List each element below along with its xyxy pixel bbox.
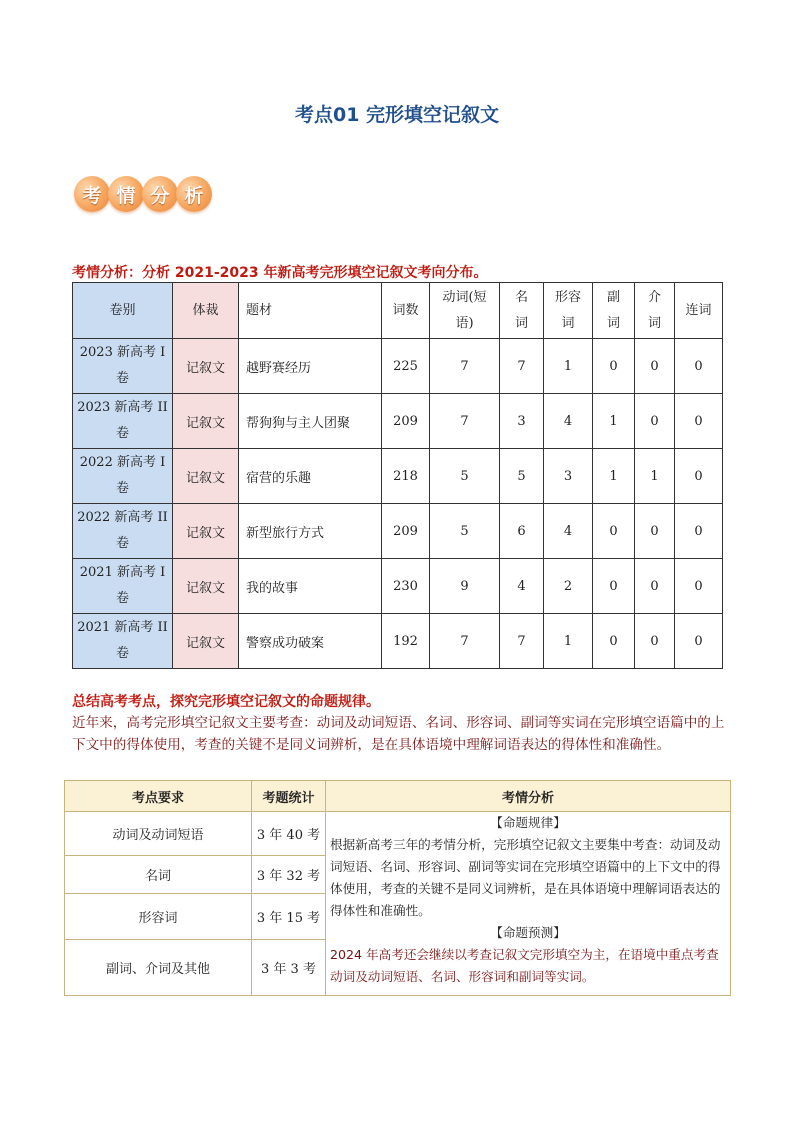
cell-point: 名词 [65, 856, 252, 894]
cell-preposition: 0 [635, 614, 675, 669]
header-adverb: 副 词 [593, 283, 635, 339]
cell-conjunction: 0 [675, 559, 723, 614]
cell-genre: 记叙文 [173, 394, 239, 449]
header-word-count: 词数 [382, 283, 430, 339]
cell-genre: 记叙文 [173, 504, 239, 559]
cell-adjective: 1 [544, 614, 593, 669]
forecast-heading: 【命题预测】 [490, 925, 566, 940]
table-row [73, 614, 723, 669]
cell-verb: 5 [430, 449, 500, 504]
cell-noun: 7 [500, 339, 544, 394]
cell-volume: 2022 新高考 I 卷 [73, 449, 173, 504]
cell-preposition: 0 [635, 339, 675, 394]
cell-noun: 3 [500, 394, 544, 449]
cell-volume: 2023 新高考 I 卷 [73, 339, 173, 394]
cell-stats: 3 年 15 考 [252, 894, 326, 940]
cell-genre: 记叙文 [173, 614, 239, 669]
cell-word-count: 218 [382, 449, 430, 504]
cell-topic: 新型旅行方式 [239, 504, 382, 559]
cell-preposition: 0 [635, 504, 675, 559]
cell-adverb: 0 [593, 504, 635, 559]
cell-genre: 记叙文 [173, 559, 239, 614]
cell-topic: 我的故事 [239, 559, 382, 614]
cell-conjunction: 0 [675, 614, 723, 669]
cell-word-count: 230 [382, 559, 430, 614]
table-row [73, 559, 723, 614]
header-conjunction: 连词 [675, 283, 723, 339]
header-volume: 卷别 [73, 283, 173, 339]
cell-adverb: 0 [593, 339, 635, 394]
page-title: 考点01 完形填空记叙文 [294, 104, 500, 126]
cell-adjective: 2 [544, 559, 593, 614]
cell-stats: 3 年 40 考 [252, 812, 326, 856]
cell-topic: 宿营的乐趣 [239, 449, 382, 504]
summary-title: 总结高考考点，探究完形填空记叙文的命题规律。 [72, 694, 380, 710]
distribution-table [72, 282, 723, 669]
cell-conjunction: 0 [675, 394, 723, 449]
rule-text: 根据新高考三年的考情分析，完形填空记叙文主要集中考查：动词及动词短语、名词、形容词、副词等实词在完形填空语篇中的上下文中的得体使用，考查的关键不是同义词辨析，是在具体语境中理解词语表达的得体性和准确性。 [330, 837, 721, 918]
header-point: 考点要求 [65, 781, 252, 812]
cell-stats: 3 年 3 考 [252, 940, 326, 996]
cell-verb: 7 [430, 339, 500, 394]
cell-verb: 5 [430, 504, 500, 559]
cell-adjective: 1 [544, 339, 593, 394]
summary-paragraph: 近年来，高考完形填空记叙文主要考查：动词及动词短语、名词、形容词、副词等实词在完形填空语篇中的上下文中的得体使用，考查的关键不是同义词辨析，是在具体语境中理解词语表达的得体性和准确性。 [72, 715, 725, 753]
cell-preposition: 0 [635, 559, 675, 614]
cell-conjunction: 0 [675, 449, 723, 504]
cell-word-count: 225 [382, 339, 430, 394]
cell-adjective: 4 [544, 504, 593, 559]
cell-analysis [326, 812, 731, 996]
cell-adverb: 0 [593, 614, 635, 669]
cell-topic: 帮狗狗与主人团聚 [239, 394, 382, 449]
cell-word-count: 209 [382, 504, 430, 559]
cell-topic: 警察成功破案 [239, 614, 382, 669]
cell-preposition: 0 [635, 394, 675, 449]
cell-noun: 6 [500, 504, 544, 559]
exam-points-table [64, 780, 731, 996]
cell-adverb: 0 [593, 559, 635, 614]
badge-char: 分 [142, 176, 178, 212]
table-header-row [73, 283, 723, 339]
header-genre: 体裁 [173, 283, 239, 339]
badge-char: 析 [176, 176, 212, 212]
cell-noun: 7 [500, 614, 544, 669]
table-row [73, 394, 723, 449]
header-stats: 考题统计 [252, 781, 326, 812]
header-topic: 题材 [239, 283, 382, 339]
forecast-text: 2024 年高考还会继续以考查记叙文完形填空为主，在语境中重点考查动词及动词短语、名词、形容词和副词等实词。 [330, 947, 719, 984]
cell-topic: 越野赛经历 [239, 339, 382, 394]
section-heading: 考情分析：分析 2021-2023 年新高考完形填空记叙文考向分布。 [72, 265, 488, 281]
cell-volume: 2021 新高考 II 卷 [73, 614, 173, 669]
header-analysis: 考情分析 [326, 781, 731, 812]
cell-adjective: 4 [544, 394, 593, 449]
cell-genre: 记叙文 [173, 339, 239, 394]
cell-verb: 7 [430, 614, 500, 669]
cell-point: 动词及动词短语 [65, 812, 252, 856]
cell-point: 副词、介词及其他 [65, 940, 252, 996]
cell-conjunction: 0 [675, 504, 723, 559]
cell-word-count: 192 [382, 614, 430, 669]
table-row [73, 339, 723, 394]
table-row [73, 449, 723, 504]
cell-adverb: 1 [593, 449, 635, 504]
cell-noun: 4 [500, 559, 544, 614]
cell-volume: 2021 新高考 I 卷 [73, 559, 173, 614]
rule-heading: 【命题规律】 [490, 815, 566, 830]
cell-noun: 5 [500, 449, 544, 504]
header-adjective: 形容 词 [544, 283, 593, 339]
table-row [73, 504, 723, 559]
cell-word-count: 209 [382, 394, 430, 449]
cell-stats: 3 年 32 考 [252, 856, 326, 894]
header-preposition: 介 词 [635, 283, 675, 339]
header-noun: 名 词 [500, 283, 544, 339]
cell-preposition: 1 [635, 449, 675, 504]
cell-adjective: 3 [544, 449, 593, 504]
table-row [65, 812, 731, 856]
cell-adverb: 1 [593, 394, 635, 449]
section-badge [74, 176, 210, 212]
cell-conjunction: 0 [675, 339, 723, 394]
badge-char: 考 [74, 176, 110, 212]
cell-volume: 2022 新高考 II 卷 [73, 504, 173, 559]
cell-verb: 9 [430, 559, 500, 614]
table-header-row [65, 781, 731, 812]
badge-char: 情 [108, 176, 144, 212]
cell-genre: 记叙文 [173, 449, 239, 504]
cell-point: 形容词 [65, 894, 252, 940]
cell-volume: 2023 新高考 II 卷 [73, 394, 173, 449]
header-verb: 动词(短 语) [430, 283, 500, 339]
cell-verb: 7 [430, 394, 500, 449]
